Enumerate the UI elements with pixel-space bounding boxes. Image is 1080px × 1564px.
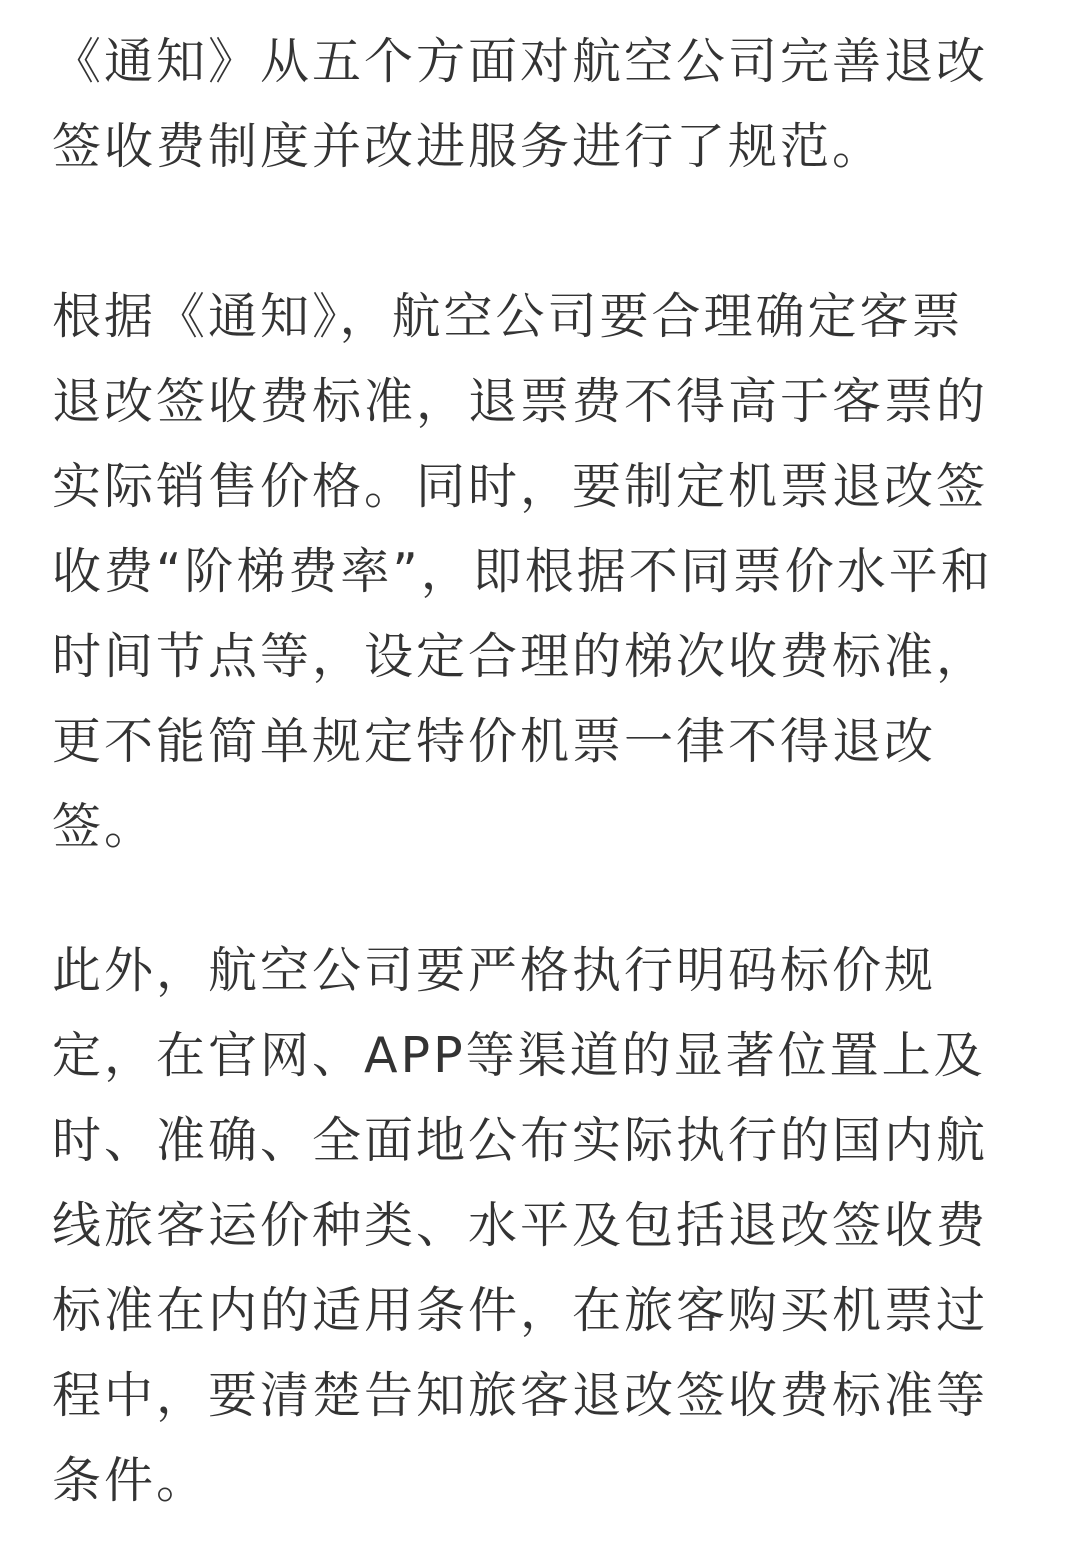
paragraph-line: 更不能简单规定特价机票一律不得退改 (52, 713, 937, 770)
paragraph-1 (52, 19, 988, 189)
paragraph-line: 退改签收费标准，退票费不得高于客票的 (52, 373, 989, 430)
paragraph-2 (52, 274, 993, 869)
paragraph-3 (52, 928, 988, 1523)
paragraph-line: 签。 (52, 798, 157, 855)
paragraph-line: 实际销售价格。同时，要制定机票退改签 (52, 458, 989, 515)
paragraph-line: 《通知》从五个方面对航空公司完善退改 (52, 33, 989, 90)
paragraph-line: 标准在内的适用条件，在旅客购买机票过 (52, 1282, 989, 1339)
paragraph-line: 时间节点等，设定合理的梯次收费标准， (52, 628, 989, 685)
paragraph-line: 此外，航空公司要严格执行明码标价规 (52, 942, 937, 999)
paragraph-line: 定，在官网、APP等渠道的显著位置上及 (52, 1027, 986, 1084)
paragraph-line: 时、准确、全面地公布实际执行的国内航 (52, 1112, 989, 1169)
paragraph-line: 签收费制度并改进服务进行了规范。 (52, 118, 885, 175)
paragraph-line: 收费“阶梯费率”，即根据不同票价水平和 (52, 543, 993, 600)
paragraph-line: 线旅客运价种类、水平及包括退改签收费 (52, 1197, 989, 1254)
paragraph-line: 根据《通知》，航空公司要合理确定客票 (52, 288, 964, 345)
paragraph-line: 程中，要清楚告知旅客退改签收费标准等 (52, 1367, 989, 1424)
paragraph-line: 条件。 (52, 1452, 209, 1509)
